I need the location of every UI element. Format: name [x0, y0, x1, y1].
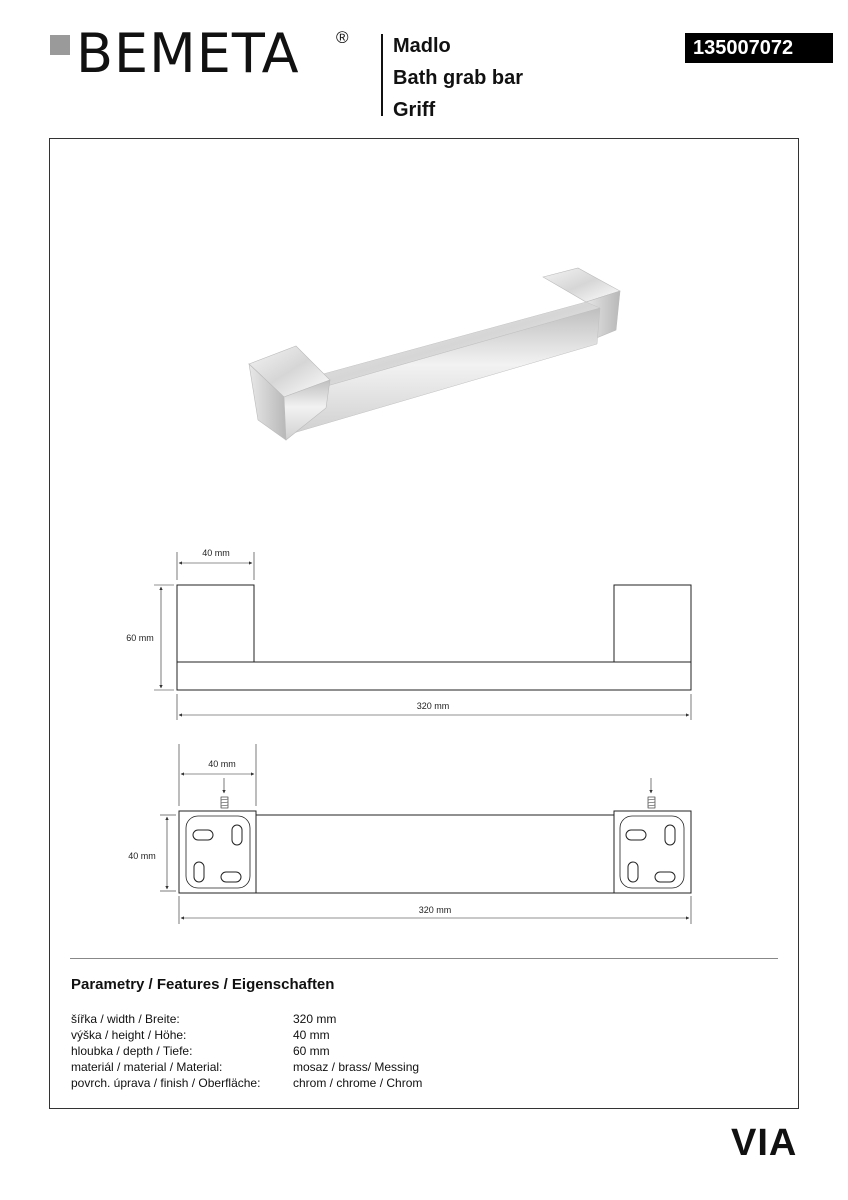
- spec-row-height: [71, 1027, 491, 1043]
- section-divider: [70, 958, 778, 959]
- title-cz: Madlo: [393, 35, 451, 57]
- side-width-label: 40 mm: [202, 548, 230, 558]
- spec-row-width: [71, 1011, 491, 1027]
- top-view: [160, 744, 691, 924]
- features-list: [71, 1011, 491, 1091]
- spec-label: materiál / material / Material:: [71, 1060, 223, 1074]
- title-de: Griff: [393, 99, 436, 121]
- spec-label: šířka / width / Breite:: [71, 1012, 180, 1026]
- product-render: [249, 268, 620, 440]
- side-length-label: 320 mm: [416, 701, 450, 711]
- spec-label: hloubka / depth / Tiefe:: [71, 1044, 193, 1058]
- side-height-label: 60 mm: [126, 633, 154, 643]
- top-height-label: 40 mm: [128, 851, 156, 861]
- top-right-plate: [614, 811, 691, 893]
- spec-row-depth: [71, 1043, 491, 1059]
- spec-row-finish: [71, 1075, 491, 1091]
- spec-value: chrom / chrome / Chrom: [293, 1076, 423, 1090]
- top-left-plate: [179, 811, 256, 893]
- top-bar: [256, 815, 614, 893]
- side-bar: [177, 662, 691, 690]
- series-name: VIA: [731, 1122, 798, 1164]
- side-left-mount: [177, 585, 254, 662]
- logo-wordmark: BEMETA: [76, 22, 300, 85]
- registered-mark: ®: [336, 28, 349, 47]
- features-title: Parametry / Features / Eigenschaften: [71, 976, 335, 993]
- side-view: [154, 552, 691, 720]
- spec-value: 40 mm: [293, 1028, 330, 1042]
- spec-value: mosaz / brass/ Messing: [293, 1060, 420, 1074]
- spec-value: 320 mm: [293, 1012, 337, 1026]
- top-width-label: 40 mm: [208, 759, 236, 769]
- title-en: Bath grab bar: [393, 67, 524, 89]
- top-length-label: 320 mm: [418, 905, 452, 915]
- product-code-badge: 135007072: [685, 33, 833, 63]
- spec-label: povrch. úprava / finish / Oberfläche:: [71, 1076, 261, 1090]
- side-right-mount: [614, 585, 691, 662]
- spec-row-material: [71, 1059, 491, 1075]
- spec-label: výška / height / Höhe:: [71, 1028, 187, 1042]
- spec-value: 60 mm: [293, 1044, 330, 1058]
